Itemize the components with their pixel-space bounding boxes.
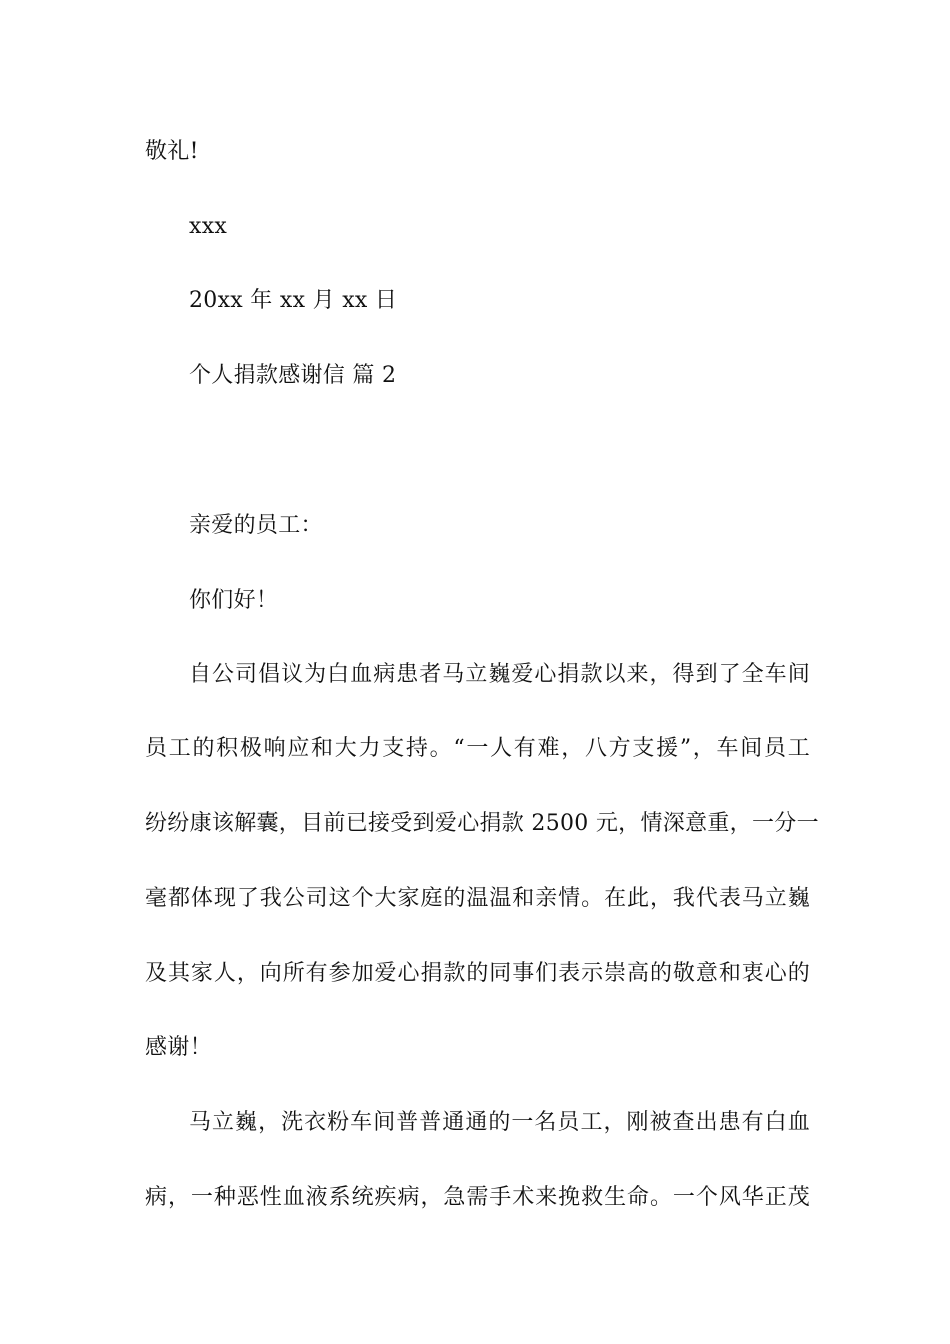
paragraph-line: 病，一种恶性血液系统疾病，急需手术来挽救生命。一个风华正茂: [145, 1185, 810, 1210]
paragraph-line: 纷纷康该解囊，目前已接受到爱心捐款 2500 元，情深意重，一分一: [145, 811, 819, 836]
paragraph-line: 毫都体现了我公司这个大家庭的温温和亲情。在此，我代表马立巍: [145, 886, 810, 911]
paragraph-line: 自公司倡议为白血病患者马立巍爱心捐款以来，得到了全车间: [189, 662, 810, 687]
paragraph-line: 及其家人，向所有参加爱心捐款的同事们表示崇高的敬意和衷心的: [145, 961, 810, 986]
letter-hello: 你们好！: [189, 588, 279, 613]
closing-signer: xxx: [189, 214, 228, 239]
letter-greeting: 亲爱的员工：: [189, 513, 323, 538]
letter-heading: 个人捐款感谢信 篇 2: [189, 363, 397, 388]
paragraph-line: 马立巍，洗衣粉车间普普通通的一名员工，刚被查出患有白血: [189, 1110, 810, 1135]
closing-date: 20xx 年 xx 月 xx 日: [189, 288, 398, 313]
closing-salute: 敬礼!: [145, 139, 199, 164]
paragraph-line: 员工的积极响应和大力支持。“一人有难，八方支援”，车间员工: [145, 736, 810, 761]
paragraph-line: 感谢！: [145, 1035, 212, 1060]
